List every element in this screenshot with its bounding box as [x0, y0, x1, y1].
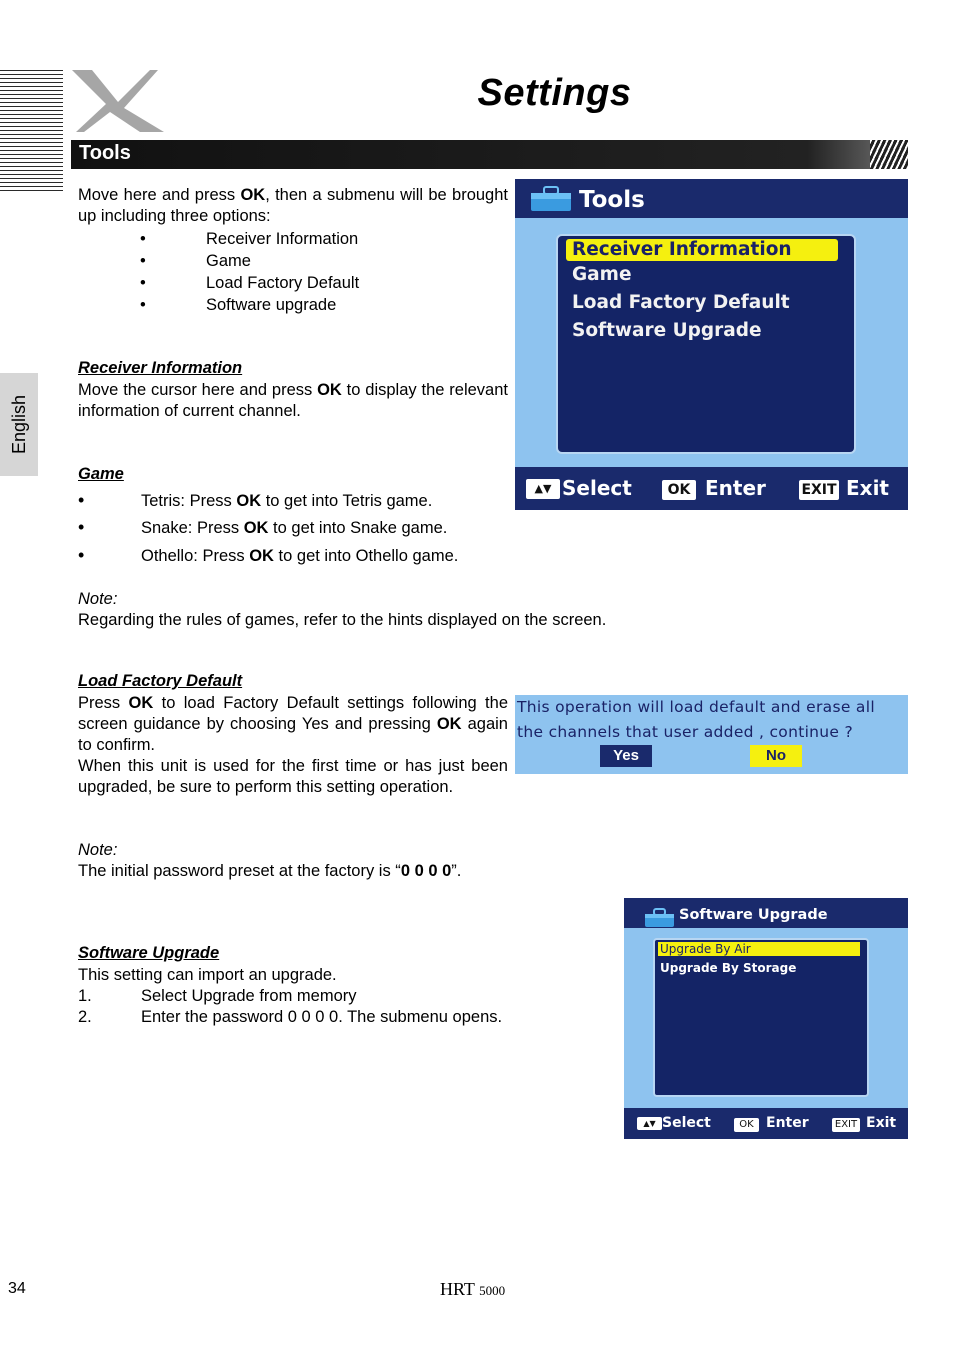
- ok-key-badge: OK: [734, 1118, 759, 1132]
- intro-text: Move here and press: [78, 186, 241, 204]
- language-tab: [0, 373, 38, 476]
- paragraph-text: to load Factory Default settings following the screen guidance by choosing Yes and pressing: [78, 694, 508, 733]
- game-note-text: Regarding the rules of games, refer to the hints displayed on the screen.: [78, 611, 607, 629]
- page-title: Settings: [477, 72, 632, 114]
- menu-item-load-factory-default[interactable]: Load Factory Default: [572, 292, 790, 313]
- arrow-keys-icon: ▲▼: [637, 1117, 662, 1130]
- step-number: 1.: [78, 987, 92, 1005]
- footer-enter-label: Enter: [766, 1115, 809, 1131]
- game-heading: Game: [78, 465, 124, 483]
- list-item: •: [78, 545, 85, 565]
- step-text: Select Upgrade from memory: [141, 987, 357, 1005]
- exit-key-badge: EXIT: [832, 1118, 860, 1132]
- menu-item-upgrade-by-storage[interactable]: Upgrade By Storage: [660, 961, 797, 975]
- game-text: Othello: Press: [141, 547, 250, 565]
- screen-body: [624, 928, 908, 1108]
- factory-paragraph-2: When this unit is used for the first time or has just been upgraded, be sure to perform this setting operation.: [78, 757, 508, 796]
- tools-menu-list: [556, 234, 856, 454]
- arrow-keys-icon: ▲▼: [526, 479, 560, 499]
- ok-key-text: OK: [236, 492, 262, 510]
- game-text: to get into Tetris game.: [261, 492, 433, 510]
- section-label: Tools: [79, 142, 131, 164]
- list-item-label: [141, 519, 447, 538]
- model-name: [440, 1279, 505, 1300]
- model-brand: HRT: [440, 1279, 475, 1299]
- section-bar: [71, 140, 908, 169]
- list-item-label: Receiver Information: [206, 230, 359, 248]
- paragraph-text: Move the cursor here and press: [78, 381, 318, 399]
- factory-note-label: Note:: [78, 841, 118, 859]
- upgrade-menu-list: [653, 938, 869, 1097]
- ok-key-badge: OK: [662, 480, 696, 500]
- yes-button[interactable]: Yes: [600, 745, 652, 767]
- list-item: •: [78, 517, 85, 537]
- software-heading: Software Upgrade: [78, 944, 220, 962]
- screen-title: Software Upgrade: [679, 907, 828, 923]
- bar-pattern: [870, 140, 908, 169]
- intro-paragraph: [78, 185, 508, 227]
- screen-footer: [515, 467, 908, 510]
- language-label: English: [9, 394, 29, 455]
- ok-key-text: OK: [436, 715, 462, 733]
- ok-key-text: OK: [243, 519, 269, 537]
- ok-key-text: OK: [240, 186, 266, 204]
- paragraph-text: Press: [78, 694, 129, 712]
- page-number: 34: [8, 1280, 26, 1297]
- footer-enter-label: Enter: [705, 476, 766, 500]
- toolbox-icon: [529, 185, 573, 213]
- menu-item-software-upgrade[interactable]: Software Upgrade: [572, 320, 762, 341]
- factory-heading: Load Factory Default: [78, 672, 243, 690]
- list-item-label: Game: [206, 252, 251, 270]
- list-item: •: [140, 296, 146, 314]
- list-item: •: [140, 230, 146, 248]
- note-text: ”.: [451, 862, 462, 880]
- game-text: Tetris: Press: [141, 492, 237, 510]
- game-text: to get into Snake game.: [268, 519, 448, 537]
- screen-footer: [624, 1108, 908, 1139]
- screen-header: [515, 179, 908, 219]
- software-upgrade-screenshot: [624, 898, 908, 1139]
- footer-select-label: Select: [562, 476, 632, 500]
- factory-default-confirm-dialog: [515, 695, 908, 774]
- game-text: to get into Othello game.: [273, 547, 459, 565]
- ok-key-text: OK: [249, 547, 274, 565]
- step-text: Enter the password 0 0 0 0. The submenu opens.: [141, 1008, 503, 1026]
- menu-item-receiver-information[interactable]: Receiver Information: [566, 239, 838, 261]
- receiver-info-heading: Receiver Information: [78, 359, 243, 377]
- note-text: The initial password preset at the factory is “: [78, 862, 401, 880]
- menu-item-game[interactable]: Game: [572, 264, 632, 285]
- exit-key-badge: EXIT: [799, 480, 839, 500]
- footer-exit-label: Exit: [846, 476, 889, 500]
- list-item-label: Software upgrade: [206, 296, 337, 314]
- intro-text: , then a submenu will be brought up including three options:: [78, 186, 508, 225]
- list-item-label: Load Factory Default: [206, 274, 360, 292]
- receiver-info-paragraph: [78, 380, 508, 422]
- ok-key-text: OK: [317, 381, 342, 399]
- software-text: This setting can import an upgrade.: [78, 966, 337, 984]
- game-text: Snake: Press: [141, 519, 244, 537]
- tools-menu-screenshot: [515, 179, 908, 510]
- dialog-message-line-2: the channels that user added , continue ?: [517, 723, 854, 741]
- toolbox-icon: [644, 908, 675, 928]
- footer-select-label: Select: [662, 1115, 711, 1131]
- menu-item-upgrade-by-air[interactable]: Upgrade By Air: [658, 942, 860, 956]
- screen-title: Tools: [579, 187, 645, 213]
- game-note-label: Note:: [78, 590, 118, 608]
- paragraph-text: to display the relevant information of current channel.: [78, 381, 508, 420]
- list-item-label: [141, 492, 432, 511]
- factory-note-text: [78, 861, 461, 882]
- list-item: •: [140, 274, 146, 292]
- password-code: 0 0 0 0: [400, 862, 452, 880]
- list-item: •: [140, 252, 146, 270]
- dialog-message-line-1: This operation will load default and erase all: [517, 698, 875, 716]
- no-button[interactable]: No: [750, 745, 802, 767]
- list-item-label: [141, 547, 458, 566]
- ok-key-text: OK: [128, 694, 154, 712]
- list-item: •: [78, 490, 85, 510]
- model-number: 5000: [479, 1283, 506, 1298]
- factory-paragraph: [78, 693, 508, 756]
- footer-exit-label: Exit: [866, 1115, 897, 1131]
- step-number: 2.: [78, 1008, 92, 1026]
- paragraph-text: again to confirm.: [78, 715, 508, 754]
